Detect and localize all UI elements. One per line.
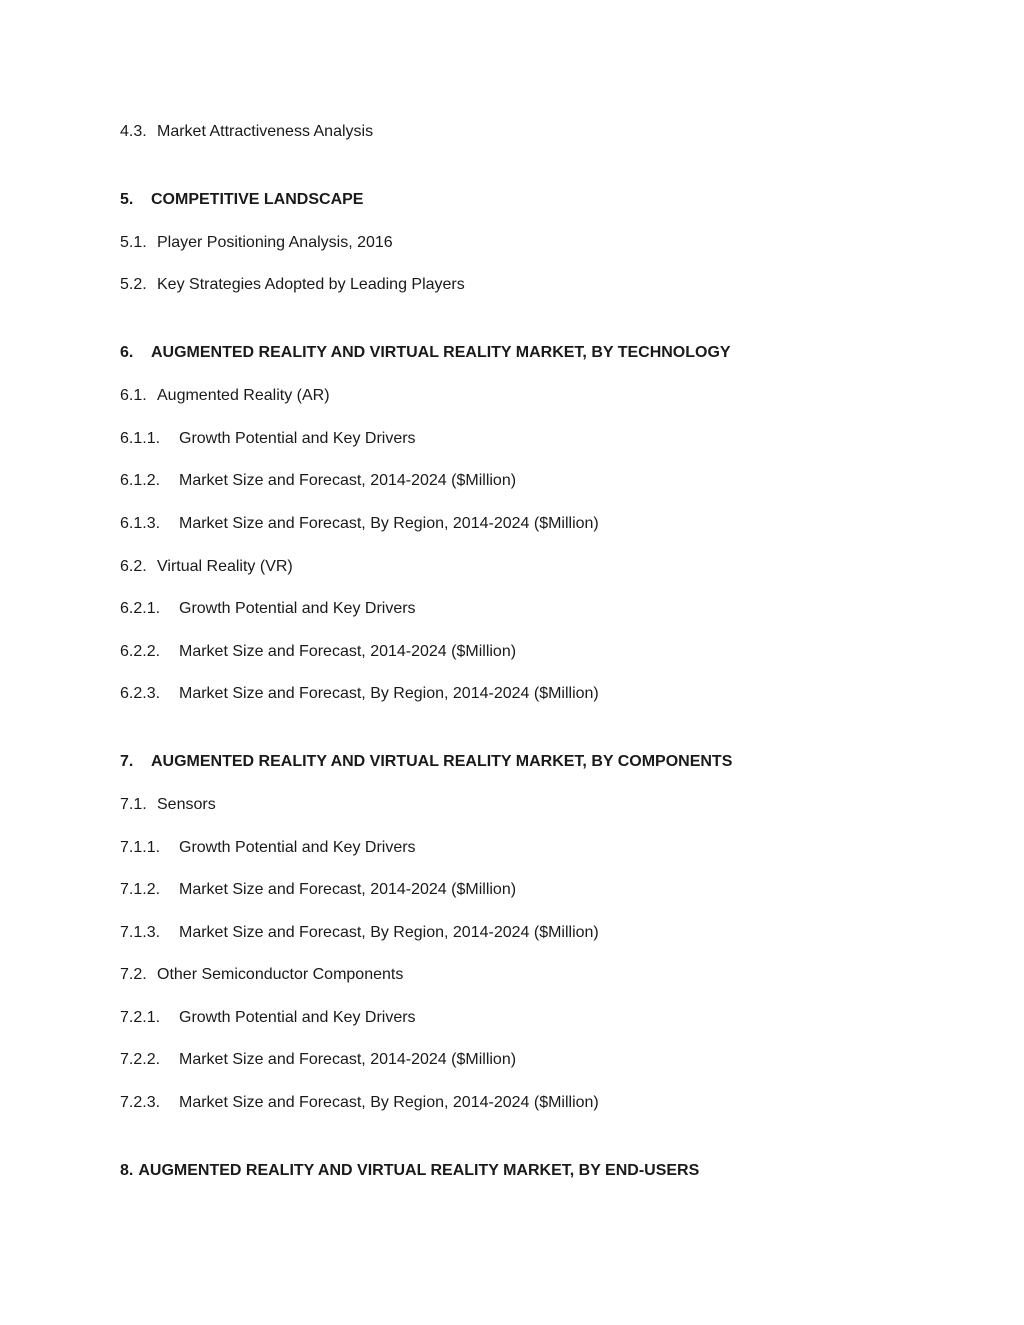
toc-subentry-number: 7.1.2. <box>120 881 161 898</box>
toc-entry-number: 6.1. <box>120 387 147 404</box>
toc-section-heading <box>120 752 732 772</box>
toc-entry-number: 7.2. <box>120 966 147 983</box>
toc-entry-text: Augmented Reality (AR) <box>157 387 330 404</box>
toc-subentry-text: Growth Potential and Key Drivers <box>179 600 416 617</box>
toc-entry <box>120 122 373 142</box>
toc-subentry-text: Market Size and Forecast, By Region, 2014-2024 ($Million) <box>179 1094 599 1111</box>
toc-subentry-text: Market Size and Forecast, 2014-2024 ($Million) <box>179 643 517 660</box>
toc-subentry <box>120 1050 516 1070</box>
toc-entry-number: 4.3. <box>120 123 147 140</box>
toc-section-heading <box>120 1161 699 1181</box>
toc-subentry-text: Market Size and Forecast, 2014-2024 ($Million) <box>179 881 517 898</box>
toc-subentry <box>120 1093 599 1113</box>
toc-section-number: 8. <box>120 1162 134 1179</box>
toc-subentry-text: Market Size and Forecast, By Region, 2014-2024 ($Million) <box>179 685 599 702</box>
toc-subentry <box>120 599 416 619</box>
toc-entry-text: Market Attractiveness Analysis <box>157 123 374 140</box>
toc-entry-text: Sensors <box>157 796 216 813</box>
toc-entry-text: Key Strategies Adopted by Leading Players <box>157 276 465 293</box>
toc-entry-text: Player Positioning Analysis, 2016 <box>157 234 393 251</box>
toc-entry-number: 6.2. <box>120 558 147 575</box>
toc-subentry-text: Market Size and Forecast, By Region, 2014-2024 ($Million) <box>179 924 599 941</box>
toc-section-text: AUGMENTED REALITY AND VIRTUAL REALITY MARKET, BY END-USERS <box>138 1162 700 1179</box>
toc-subentry <box>120 838 416 858</box>
toc-subentry-number: 6.1.2. <box>120 472 161 489</box>
toc-subentry-number: 7.1.3. <box>120 924 161 941</box>
toc-entry-number: 7.1. <box>120 796 147 813</box>
toc-section-text: AUGMENTED REALITY AND VIRTUAL REALITY MARKET, BY TECHNOLOGY <box>151 344 731 361</box>
toc-subentry-number: 7.2.1. <box>120 1009 161 1026</box>
toc-subentry <box>120 514 599 534</box>
toc-entry-number: 5.1. <box>120 234 147 251</box>
toc-section-text: COMPETITIVE LANDSCAPE <box>151 191 364 208</box>
toc-subentry-text: Market Size and Forecast, 2014-2024 ($Million) <box>179 472 517 489</box>
toc-subentry <box>120 429 416 449</box>
toc-section-text: AUGMENTED REALITY AND VIRTUAL REALITY MARKET, BY COMPONENTS <box>151 753 733 770</box>
toc-entry <box>120 965 403 985</box>
toc-subentry-number: 6.2.3. <box>120 685 161 702</box>
toc-entry <box>120 233 393 253</box>
toc-section-heading <box>120 343 731 363</box>
toc-entry <box>120 386 330 406</box>
toc-entry-text: Other Semiconductor Components <box>157 966 404 983</box>
toc-section-heading <box>120 190 363 210</box>
toc-subentry <box>120 642 516 662</box>
toc-subentry-number: 6.2.1. <box>120 600 161 617</box>
toc-subentry-number: 7.1.1. <box>120 839 161 856</box>
toc-subentry-number: 6.1.3. <box>120 515 161 532</box>
toc-subentry <box>120 684 599 704</box>
toc-section-number: 6. <box>120 344 134 361</box>
toc-subentry-number: 6.1.1. <box>120 430 161 447</box>
toc-section-number: 5. <box>120 191 134 208</box>
toc-section-number: 7. <box>120 753 134 770</box>
toc-entry-text: Virtual Reality (VR) <box>157 558 293 575</box>
toc-subentry-number: 6.2.2. <box>120 643 161 660</box>
toc-entry-number: 5.2. <box>120 276 147 293</box>
toc-subentry-text: Market Size and Forecast, 2014-2024 ($Million) <box>179 1051 517 1068</box>
toc-subentry <box>120 471 516 491</box>
toc-subentry-text: Growth Potential and Key Drivers <box>179 430 416 447</box>
toc-subentry-number: 7.2.2. <box>120 1051 161 1068</box>
toc-entry <box>120 557 293 577</box>
toc-subentry-text: Growth Potential and Key Drivers <box>179 1009 416 1026</box>
toc-subentry <box>120 1008 416 1028</box>
toc-subentry-text: Market Size and Forecast, By Region, 2014-2024 ($Million) <box>179 515 599 532</box>
toc-subentry <box>120 923 599 943</box>
toc-subentry-text: Growth Potential and Key Drivers <box>179 839 416 856</box>
toc-entry <box>120 275 465 295</box>
toc-subentry-number: 7.2.3. <box>120 1094 161 1111</box>
toc-entry <box>120 795 216 815</box>
toc-subentry <box>120 880 516 900</box>
